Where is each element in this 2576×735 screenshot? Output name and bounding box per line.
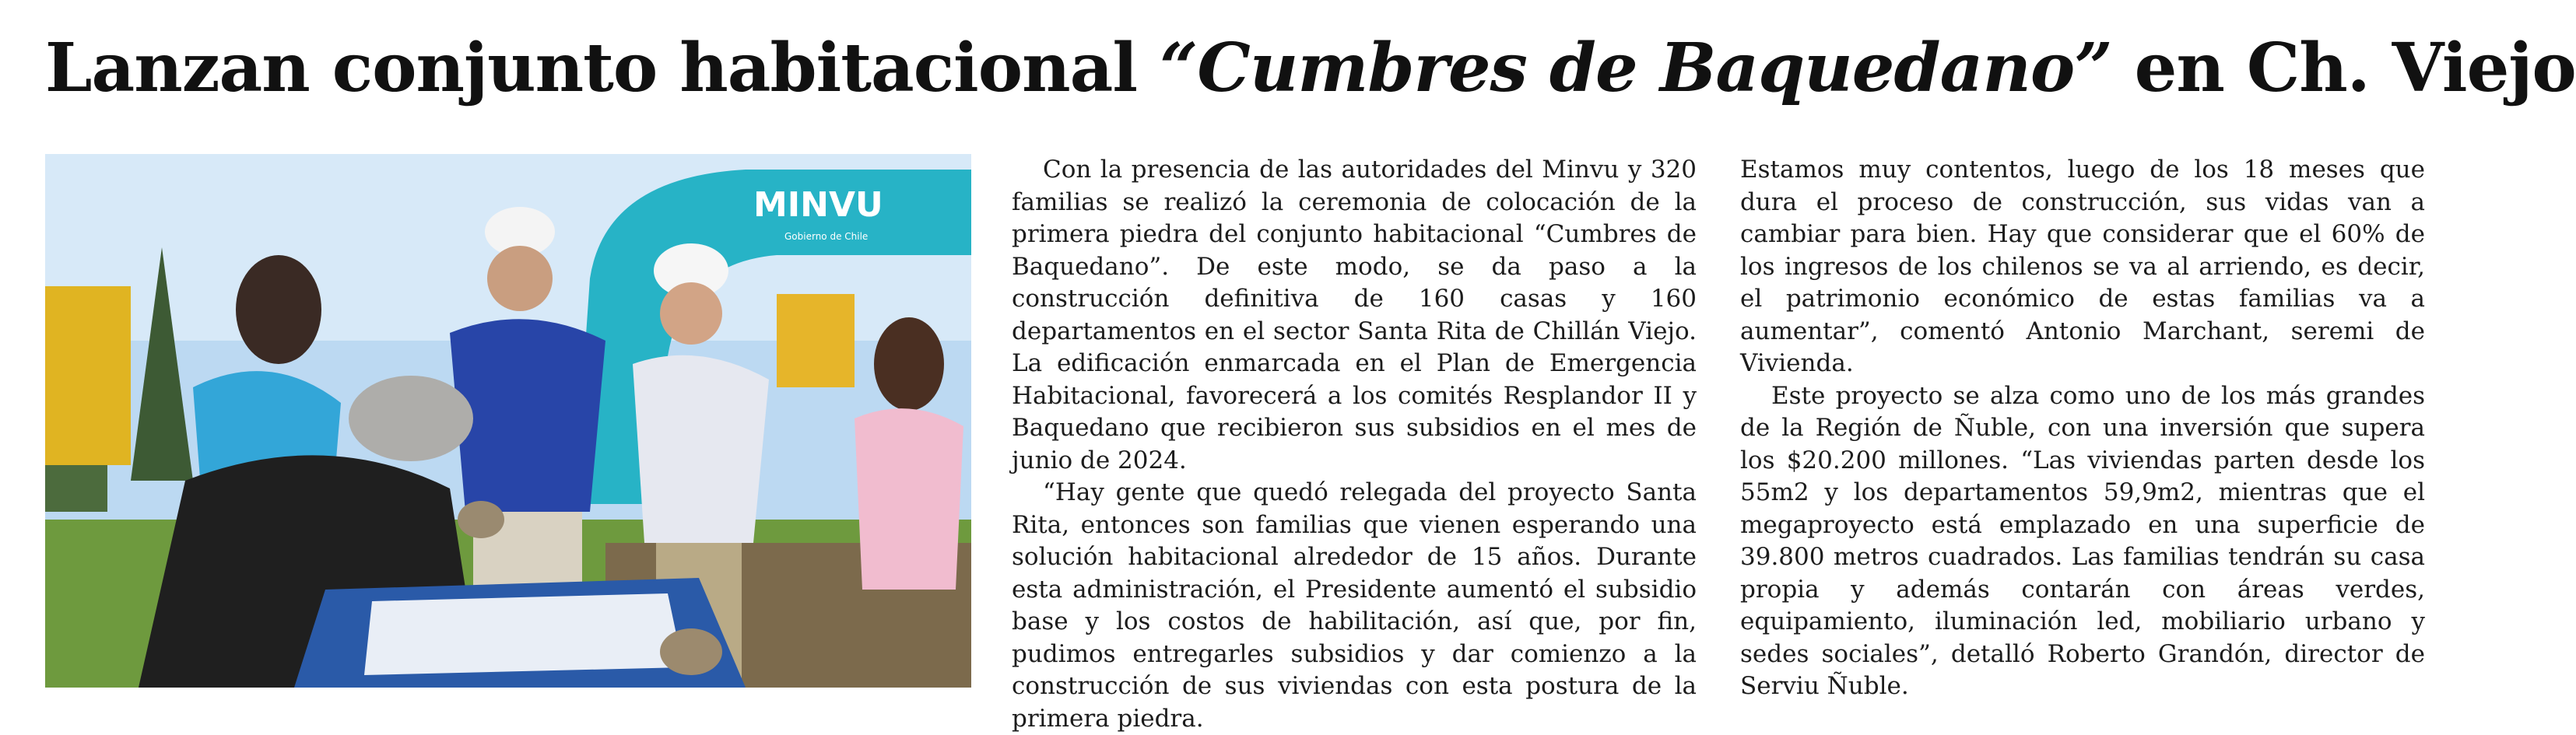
article-paragraph: Con la presencia de las autoridades del Minvu y 320 familias se realizó la ceremonia de colocación de la primera piedra del conjunto habitacional “Cumbres de Baquedano”. De este modo, se da paso a la construcción definitiva de 160 casas y 160 departamentos en el sector Santa Rita de Chillán Viejo. La edificación enmarcada en el Plan de Emergencia Habitacional, favorecerá a los comités Resplandor II y Baquedano que recibieron sus subsidios en el mes de junio de 2024. (1012, 156, 1697, 474)
headline-part-2: en Ch. Viejo (2111, 29, 2576, 107)
arch-brand-text: MINVU (753, 185, 883, 225)
article-paragraph: “Hay gente que quedó relegada del proyecto Santa Rita, entonces son familias que vienen esperando una solución habitacional alrededor de 15 años. Durante esta administración, el Presidente aumentó el subsidio base y los costos de habilitación, así que, por fin, pudimos entregarles subsidios y dar comienzo a la construcción de sus viviendas con esta postura de la primera piedra. (1012, 478, 1697, 733)
article-paragraph: Este proyecto se alza como uno de los más grandes de la Región de Ñuble, con una inversión que supera los $20.200 millones. “Las viviendas parten desde los 55m2 y los departamentos 59,9m2, mientras que el megaproyecto está emplazado en una superficie de 39.800 metros cuadrados. Las familias tendrán su casa propia y además contarán con áreas verdes, equipamiento, iluminación led, mobiliario urbano y sedes sociales”, detalló Roberto Grandón, director de Serviu Ñuble. (1740, 381, 2425, 700)
article-photo (45, 154, 971, 688)
arch-sub-text: Gobierno de Chile (784, 231, 869, 242)
ceremony-scene (45, 154, 971, 688)
article-column-1 (1012, 154, 1697, 735)
headline-project-name: “Cumbres de Baquedano” (1159, 29, 2112, 107)
article-paragraph: Estamos muy contentos, luego de los 18 meses que dura el proceso de construcción, sus vidas van a cambiar para bien. Hay que considerar que el 60% de los ingresos de los chilenos se va al arriendo, es decir, el patrimonio económico de estas familias va a aumentar”, comentó Antonio Marchant, seremi de Vivienda. (1740, 156, 2425, 377)
headline-part-1: Lanzan conjunto habitacional (45, 29, 1160, 107)
article-column-2 (1740, 154, 2425, 703)
headline (45, 23, 2576, 113)
